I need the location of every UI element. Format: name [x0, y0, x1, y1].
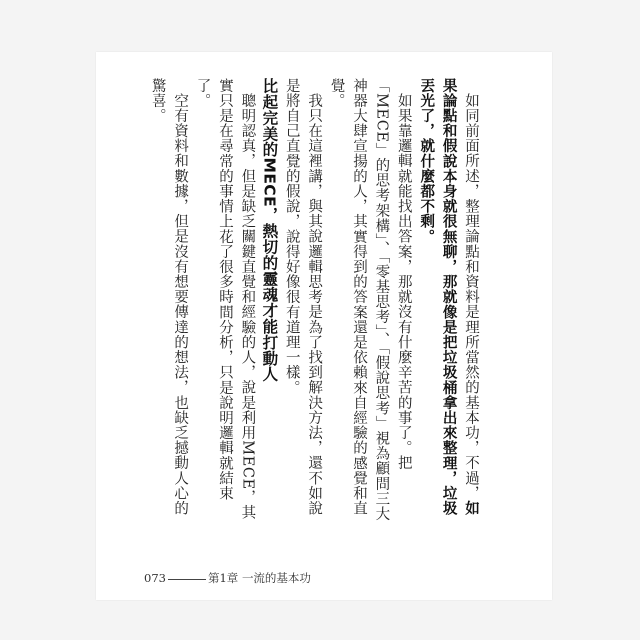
paragraph-1	[415, 78, 482, 522]
paragraph-1-bold: 如果論點和假說本身就很無聊，那就像是把垃圾桶拿出來整理，垃圾丟光了，就什麼都不剩。	[418, 78, 480, 516]
paragraph-2: 如果靠邏輯就能找出答案，那就沒有什麼辛苦的事了。把「MECE」的思考架構」、「零基思考」、「假說思考」視為顧問三大神器大肆宣揚的人，其實得到的答案還是依賴來自經驗的感覺和直覺。	[328, 78, 412, 522]
chapter-title: 一流的基本功	[241, 571, 311, 585]
paragraph-1-text: 如同前面所述，整理論點和資料是理所當然的基本功，不過，	[463, 92, 479, 501]
page-number: 073	[144, 571, 166, 585]
vertical-body-text	[120, 78, 482, 522]
footer-rule	[168, 579, 206, 580]
chapter-label: 第1章	[207, 571, 239, 585]
section-heading: 比起完美的MECE，熱切的靈魂才能打動人	[260, 78, 279, 382]
page-footer	[144, 570, 311, 586]
paragraph-5: 空有資料和數據，但是沒有想要傳達的想法，也缺乏撼動人心的驚喜。	[149, 78, 189, 516]
paragraph-3: 我只在這裡講，與其說邏輯思考是為了找到解決方法，還不如說是將自己直覺的假說，說得好像很有道理一樣。	[283, 78, 323, 516]
paragraph-4: 聰明認真，但是缺乏關鍵直覺和經驗的人，說是利用MECE，其實只是在尋常的事情上花了很多時間分析，只是說明邏輯就結束了。	[194, 78, 256, 520]
